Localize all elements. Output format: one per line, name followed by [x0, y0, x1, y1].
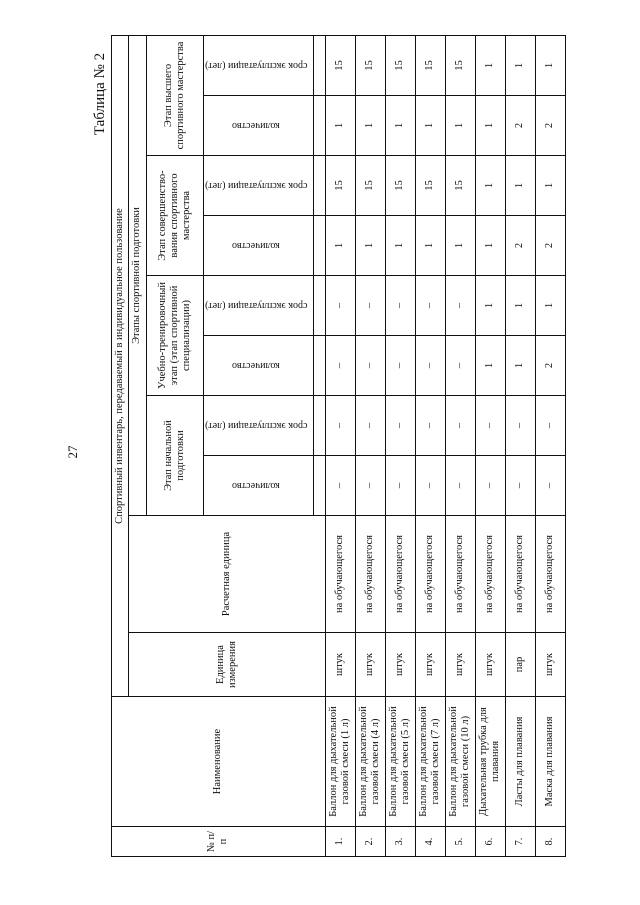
term-cell: –: [415, 396, 445, 456]
table-row: [505, 35, 535, 856]
term-cell: 15: [415, 156, 445, 216]
quantity-cell: –: [475, 456, 505, 516]
term-cell: –: [445, 396, 475, 456]
quantity-cell: –: [415, 336, 445, 396]
quantity-cell: –: [535, 456, 565, 516]
term-cell: 15: [355, 35, 385, 95]
term-cell: –: [385, 396, 415, 456]
quantity-cell: 2: [535, 96, 565, 156]
stage-header: Учебно-тренировочный этап (этап спортивной специализации): [147, 276, 204, 396]
qty-header: количество: [204, 216, 314, 276]
item-name: Баллон для дыхательной газовой смеси (1 л): [325, 697, 355, 827]
blank-cell: [313, 336, 325, 396]
calc-unit-cell: на обучающегося: [385, 516, 415, 633]
calc-unit-cell: на обучающегося: [475, 516, 505, 633]
stage-header: Этап совершенство-вания спортивного мастерства: [147, 156, 204, 276]
stage-header: Этап начальной подготовки: [147, 396, 204, 516]
term-cell: –: [475, 396, 505, 456]
quantity-cell: –: [385, 336, 415, 396]
table-caption: Таблица № 2: [92, 52, 108, 136]
term-cell: 15: [325, 35, 355, 95]
page-number: 27: [65, 445, 80, 459]
calc-unit-cell: на обучающегося: [325, 516, 355, 633]
item-name: Баллон для дыхательной газовой смеси (4 л): [355, 697, 385, 827]
term-header: срок эксплуатации (лет): [204, 156, 314, 216]
quantity-cell: –: [325, 456, 355, 516]
quantity-cell: 1: [385, 96, 415, 156]
quantity-cell: 2: [535, 336, 565, 396]
term-cell: 1: [505, 276, 535, 336]
term-cell: 1: [475, 276, 505, 336]
term-cell: –: [445, 276, 475, 336]
unit-cell: штук: [415, 633, 445, 697]
item-name: Баллон для дыхательной газовой смеси (5 л): [385, 697, 415, 827]
blank-cell: [313, 456, 325, 516]
qty-header: количество: [204, 456, 314, 516]
term-cell: 1: [535, 276, 565, 336]
term-cell: –: [325, 396, 355, 456]
quantity-cell: 1: [385, 216, 415, 276]
quantity-cell: –: [355, 456, 385, 516]
table-row: [475, 35, 505, 856]
quantity-cell: 1: [475, 336, 505, 396]
term-cell: 15: [325, 156, 355, 216]
unit-cell: штук: [445, 633, 475, 697]
item-name: Баллон для дыхательной газовой смеси (10 л): [445, 697, 475, 827]
table-row: [385, 35, 415, 856]
term-header: срок эксплуатации (лет): [204, 35, 314, 95]
quantity-cell: 1: [325, 216, 355, 276]
term-cell: 1: [505, 35, 535, 95]
row-number: 5.: [445, 827, 475, 857]
quantity-cell: 2: [535, 216, 565, 276]
term-header: срок эксплуатации (лет): [204, 276, 314, 336]
quantity-cell: –: [355, 336, 385, 396]
unit-cell: штук: [325, 633, 355, 697]
rotated-table-wrapper: [111, 36, 556, 857]
inventory-title: Спортивный инвентарь, передаваемый в индивидуальное пользование: [112, 35, 129, 696]
term-cell: 15: [445, 35, 475, 95]
row-number: 6.: [475, 827, 505, 857]
equipment-table: [111, 35, 566, 857]
table-row: [415, 35, 445, 856]
quantity-cell: 1: [475, 216, 505, 276]
blank-cell: [313, 156, 325, 216]
col-header-unit: Единица измерения: [129, 633, 326, 697]
item-name: Маска для плавания: [535, 697, 565, 827]
calc-unit-cell: на обучающегося: [535, 516, 565, 633]
quantity-cell: 1: [415, 96, 445, 156]
stages-title: Этапы спортивной подготовки: [129, 35, 147, 515]
quantity-cell: 1: [415, 216, 445, 276]
table-row: [325, 35, 355, 856]
term-header: срок эксплуатации (лет): [204, 396, 314, 456]
term-cell: –: [385, 276, 415, 336]
term-cell: 15: [355, 156, 385, 216]
blank-cell: [313, 276, 325, 336]
blank-cell: [313, 96, 325, 156]
table-row: [445, 35, 475, 856]
quantity-cell: 1: [355, 216, 385, 276]
calc-unit-cell: на обучающегося: [355, 516, 385, 633]
row-number: 2.: [355, 827, 385, 857]
unit-cell: пар: [505, 633, 535, 697]
blank-cell: [313, 35, 325, 95]
blank-cell: [313, 396, 325, 456]
unit-cell: штук: [475, 633, 505, 697]
qty-header: количество: [204, 96, 314, 156]
calc-unit-cell: на обучающегося: [445, 516, 475, 633]
quantity-cell: 1: [475, 96, 505, 156]
quantity-cell: 1: [325, 96, 355, 156]
col-header-calc: Расчетная единица: [129, 516, 326, 633]
unit-cell: штук: [535, 633, 565, 697]
term-cell: –: [355, 276, 385, 336]
term-cell: –: [325, 276, 355, 336]
quantity-cell: 2: [505, 96, 535, 156]
unit-cell: штук: [385, 633, 415, 697]
qty-header: количество: [204, 336, 314, 396]
stage-header: Этап высшего спортивного мастерства: [147, 35, 204, 155]
item-name: Дыхательная трубка для плавания: [475, 697, 505, 827]
row-number: 1.: [325, 827, 355, 857]
table-row: [355, 35, 385, 856]
quantity-cell: –: [385, 456, 415, 516]
term-cell: 15: [415, 35, 445, 95]
row-number: 7.: [505, 827, 535, 857]
term-cell: –: [415, 276, 445, 336]
quantity-cell: 1: [355, 96, 385, 156]
item-name: Ласты для плавания: [505, 697, 535, 827]
col-header-num: № п/п: [112, 827, 326, 857]
quantity-cell: 1: [445, 96, 475, 156]
term-cell: 1: [535, 156, 565, 216]
col-header-name: Наименование: [112, 697, 326, 827]
table-row: [535, 35, 565, 856]
term-cell: –: [505, 396, 535, 456]
item-name: Баллон для дыхательной газовой смеси (7 л): [415, 697, 445, 827]
quantity-cell: –: [445, 336, 475, 396]
unit-cell: штук: [355, 633, 385, 697]
term-cell: –: [355, 396, 385, 456]
calc-unit-cell: на обучающегося: [415, 516, 445, 633]
quantity-cell: –: [415, 456, 445, 516]
term-cell: 1: [475, 35, 505, 95]
calc-unit-cell: на обучающегося: [505, 516, 535, 633]
term-cell: 1: [505, 156, 535, 216]
row-number: 4.: [415, 827, 445, 857]
term-cell: 1: [475, 156, 505, 216]
quantity-cell: 2: [505, 216, 535, 276]
term-cell: 15: [385, 35, 415, 95]
quantity-cell: 1: [505, 336, 535, 396]
term-cell: 15: [445, 156, 475, 216]
quantity-cell: –: [325, 336, 355, 396]
blank-cell: [313, 216, 325, 276]
term-cell: –: [535, 396, 565, 456]
quantity-cell: –: [445, 456, 475, 516]
row-number: 8.: [535, 827, 565, 857]
quantity-cell: –: [505, 456, 535, 516]
term-cell: 1: [535, 35, 565, 95]
row-number: 3.: [385, 827, 415, 857]
term-cell: 15: [385, 156, 415, 216]
quantity-cell: 1: [445, 216, 475, 276]
